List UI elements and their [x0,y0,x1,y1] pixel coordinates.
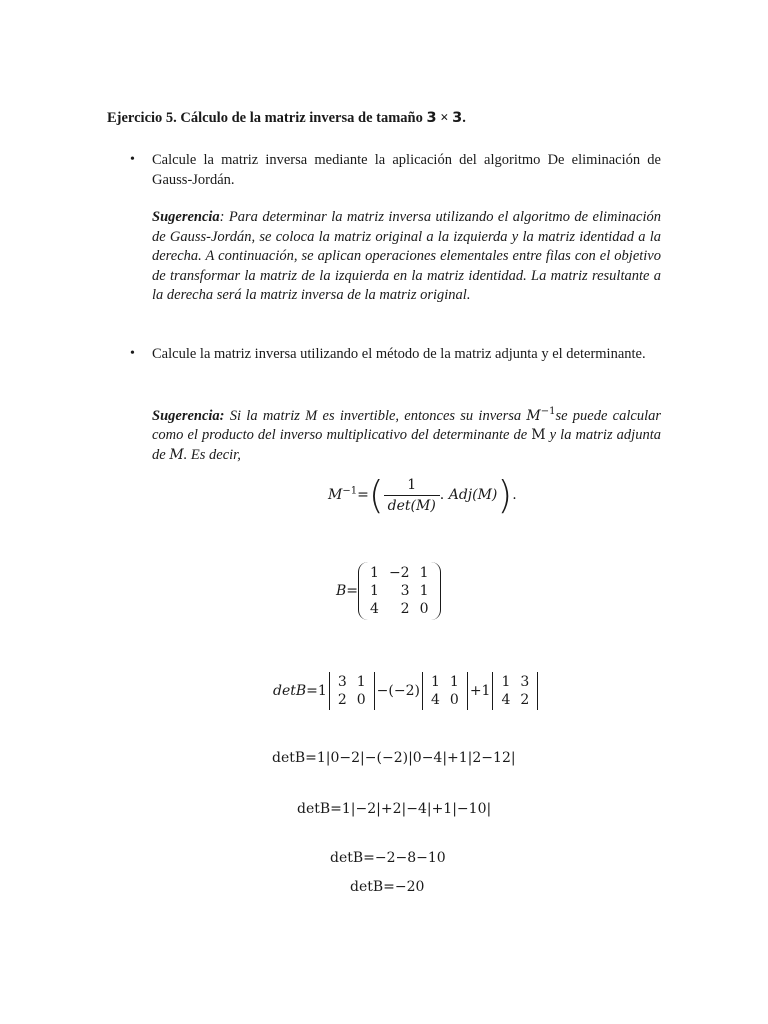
cofactor-expansion: detB=1 3 1 2 0 −(−2) 1 1 4 0 +1 1 3 4 2 [273,672,540,710]
minor-1: 3 1 2 0 [329,672,375,710]
hint-2: Sugerencia: Si la matriz M es invertible, entonces su inversa $M^{-1}se$ puede calcular como el producto del inverso multiplicativo del determinante de M y la matriz adjunta de M. Es decir, [152,406,662,463]
determinant-step-2: detB=1|0−2|−(−2)|0−4|+1|2−12| [272,750,516,766]
hint-1 [152,208,661,306]
exercise-title: Ejercicio 5. Cálculo de la matriz inversa de tamaño 3 × 3. [107,110,466,126]
matrix-b: 1 −2 1 1 3 1 4 2 0 [358,562,440,620]
fraction: $\frac{1}{\det(M)}$ [384,477,440,514]
determinant-step-4: detB=−2−8−10 [330,850,446,866]
minor-3: 1 3 4 2 [492,672,538,710]
bullet-1-text: Calcule la matriz inversa mediante la aplicación del algoritmo De eliminación de Gauss-Jordán. [152,152,661,188]
bullet-marker: • [130,152,135,167]
bullet-marker: • [130,346,135,361]
hint-1-label: Sugerencia [152,209,220,225]
inverse-formula: $M^{-1}=$( $\frac{1}{\det(M)}$ . Adj(M)). [328,473,517,517]
hint-2-label: Sugerencia: [152,407,225,424]
determinant-result: detB=−20 [350,879,425,895]
bullet-2-text: Calcule la matriz inversa utilizando el método de la matriz adjunta y el determinante. [152,346,646,362]
matrix-b-definition: B= 1 −2 1 1 3 1 4 2 0 [336,562,441,620]
determinant-step-3: detB=1|−2|+2|−4|+1|−10| [297,801,492,817]
hint-1-text: : Para determinar la matriz inversa utilizando el algoritmo de eliminación de Gauss-Jordán, se coloca la matriz original a la izquierda y la matriz identidad a la derecha. A continuación, se aplican operaciones elementales entre filas con el objetivo de transformar la matriz de la izquierda en la matriz identidad. La matriz resultante a la derecha será la matriz inversa de la matriz original. [152,209,661,303]
minor-2: 1 1 4 0 [422,672,468,710]
